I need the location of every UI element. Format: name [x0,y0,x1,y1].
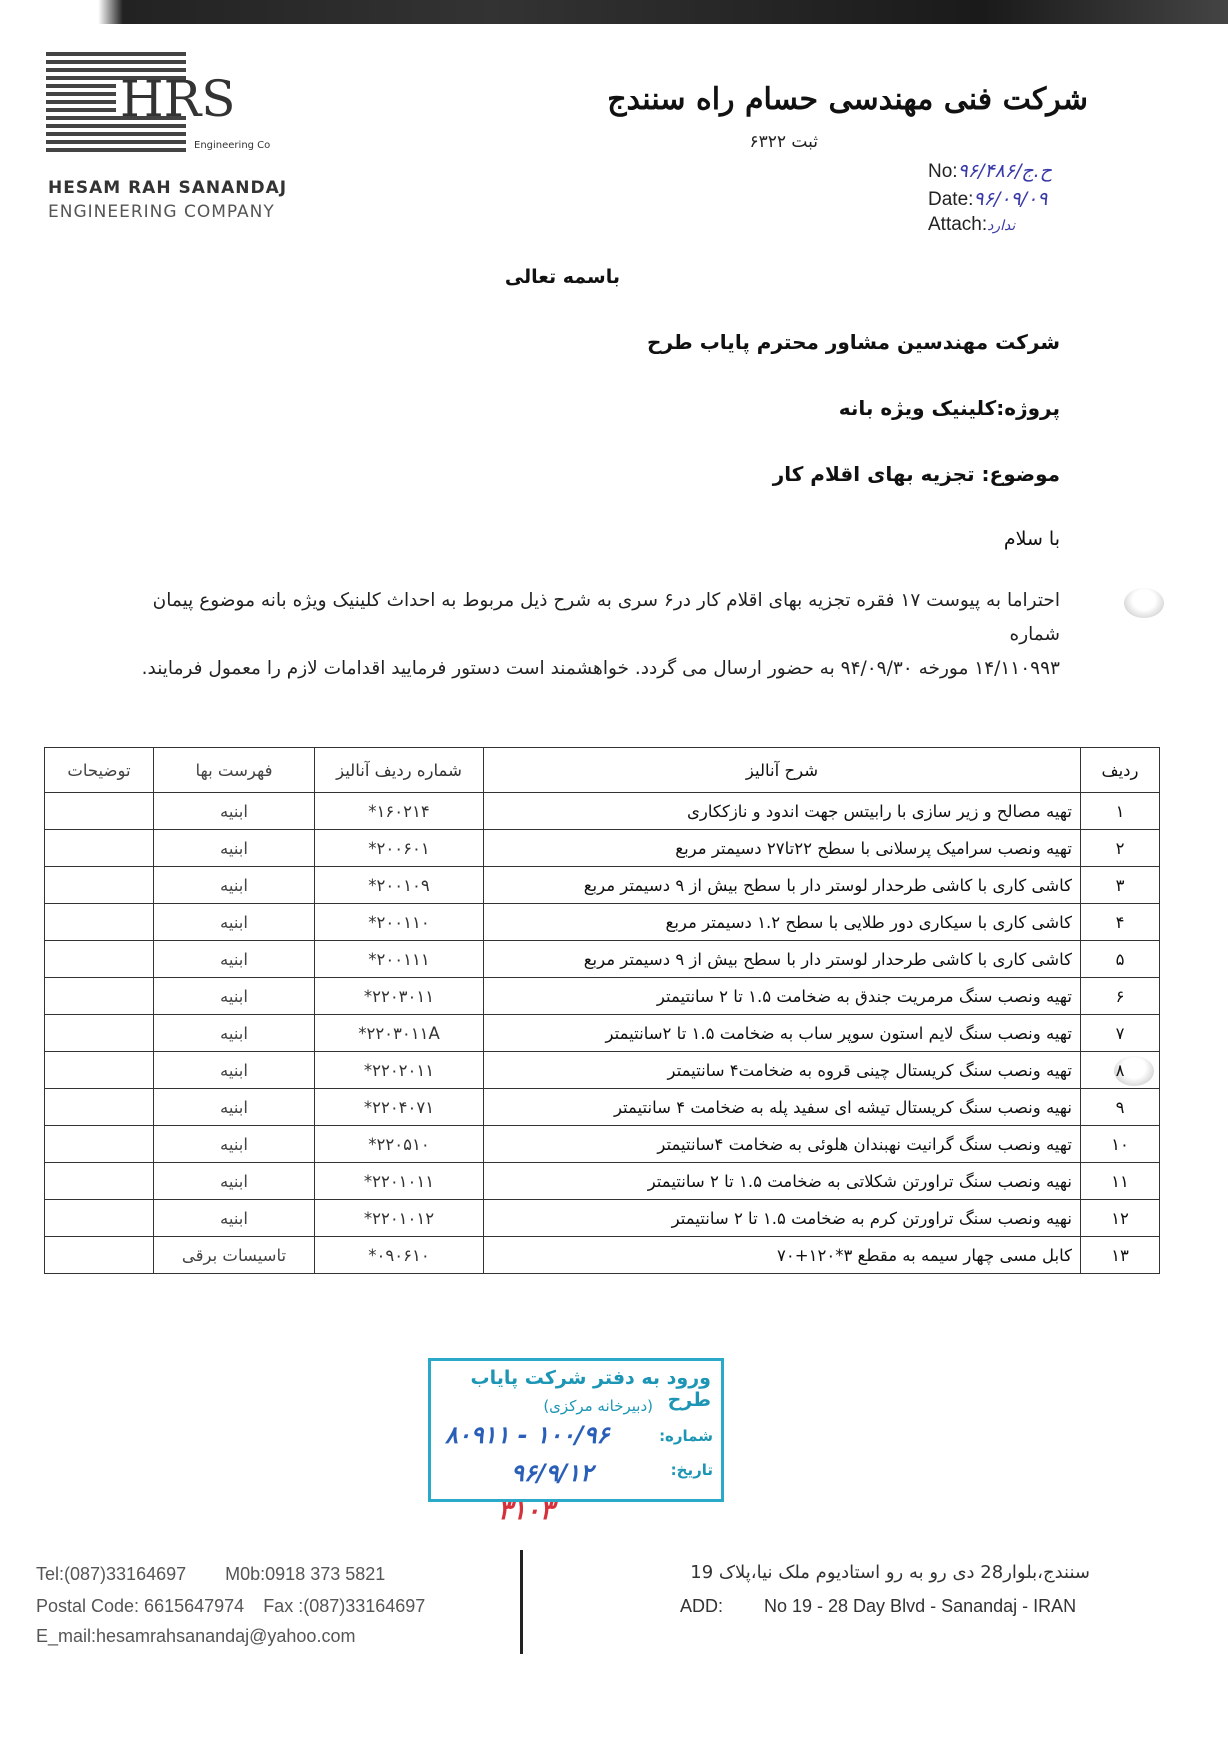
recipient: شرکت مهندسین مشاور محترم پایاب طرح [647,330,1060,354]
table-row [45,793,1160,830]
header-description: شرح آنالیز [484,748,1081,793]
row-number: ۲ [1081,830,1160,867]
row-notes [45,1052,154,1089]
row-analysis-code: ۲۲۰۱۰۱۱* [315,1163,484,1200]
row-number: ۱۰ [1081,1126,1160,1163]
row-price-list: ابنیه [154,941,315,978]
table-row [45,904,1160,941]
number-label: No: [928,161,958,182]
row-notes [45,1163,154,1200]
row-number: ۱۱ [1081,1163,1160,1200]
table-row [45,1200,1160,1237]
row-description: تهیه مصالح و زیر سازی با رابیتس جهت اندود و نازککاری [484,793,1081,830]
footer-address-en: No 19 - 28 Day Blvd - Sanandaj - IRAN [764,1596,1077,1616]
footer-mobile: M0b:0918 373 5821 [225,1564,386,1584]
row-number: ۱۳ [1081,1237,1160,1274]
row-number: ۶ [1081,978,1160,1015]
letter-attachments [928,214,1015,236]
row-analysis-code: ۲۰۰۱۰۹* [315,867,484,904]
red-handwritten-mark: ۳۱۰۳ [498,1496,554,1526]
row-price-list: ابنیه [154,1089,315,1126]
row-price-list: ابنیه [154,978,315,1015]
row-description: نهیه ونصب سنگ تراورتن شکلاتی به ضخامت ۱.۵ تا ۲ سانتیمتر [484,1163,1081,1200]
table-row [45,1089,1160,1126]
table-row [45,1163,1160,1200]
footer-postal-line [36,1596,425,1617]
row-description: تهیه ونصب سنگ لایم استون سوپر ساب به ضخامت ۱.۵ تا ۲سانتیمتر [484,1015,1081,1052]
row-notes [45,941,154,978]
scan-top-edge [0,0,1228,24]
footer-divider [520,1550,523,1654]
row-price-list: ابنیه [154,904,315,941]
footer-postal: Postal Code: 6615647974 [36,1596,245,1616]
footer-address-fa: سنندج،بلوار28 دی رو به رو استادیوم ملک نیا،پلاک 19 [690,1562,1090,1583]
stamp-number-label: شماره: [659,1427,713,1445]
footer-fax: Fax :(087)33164697 [263,1596,426,1616]
row-notes [45,1126,154,1163]
row-notes [45,1200,154,1237]
row-description: تهیه ونصب سرامیک پرسلانی با سطح ۲۲تا۲۷ دسیمتر مربع [484,830,1081,867]
footer-phone-line [36,1564,385,1585]
footer-address-label: ADD: [680,1596,724,1616]
number-value: ۹۶/ح.ج/۴۸۶ [957,160,1052,182]
row-notes [45,978,154,1015]
header-price-list: فهرست بها [154,748,315,793]
row-notes [45,867,154,904]
row-price-list: ابنیه [154,1126,315,1163]
row-analysis-code: ۲۰۰۱۱۱* [315,941,484,978]
header-row-number: ردیف [1081,748,1160,793]
attach-value: ندارد [987,218,1016,234]
row-price-list: ابنیه [154,1015,315,1052]
row-number: ۱ [1081,793,1160,830]
row-notes [45,793,154,830]
subject-line: موضوع: تجزیه بهای اقلام کار [772,462,1060,486]
header-analysis-code: شماره ردیف آنالیز [315,748,484,793]
row-price-list: ابنیه [154,1200,315,1237]
punch-hole [1124,588,1164,618]
logo-subtitle: Engineering Co [194,140,271,151]
row-number: ۷ [1081,1015,1160,1052]
row-description: کاشی کاری با سیکاری دور طلایی با سطح ۱.۲ دسیمتر مربع [484,904,1081,941]
letter-number [928,160,1052,183]
invocation: باسمه تعالی [504,266,620,288]
logo-wordmark: HRS [120,70,236,128]
table-row [45,830,1160,867]
table-header-row [45,748,1160,793]
analysis-table [44,747,1160,1274]
row-description: تهیه ونصب سنگ مرمریت جندق به ضخامت ۱.۵ تا ۲ سانتیمتر [484,978,1081,1015]
registration-number: ثبت ۶۳۲۲ [749,132,818,152]
row-number: ۵ [1081,941,1160,978]
stamp-number-value: ۸۰۹۱۱ - ۱۰۰/۹۶ [445,1421,610,1449]
row-analysis-code: ۲۰۰۶۰۱* [315,830,484,867]
table-row [45,1126,1160,1163]
table-row [45,1237,1160,1274]
hrs-logo [46,52,286,170]
company-type-en: ENGINEERING COMPANY [48,202,275,222]
row-description: نهیه ونصب سنگ تراورتن کرم به ضخامت ۱.۵ تا ۲ سانتیمتر [484,1200,1081,1237]
stamp-title: ورود به دفتر شرکت پایاب طرح [470,1367,711,1411]
row-analysis-code: ۰۹۰۶۱۰* [315,1237,484,1274]
row-notes [45,830,154,867]
stamp-subtitle: (دبیرخانه مرکزی) [543,1397,653,1415]
header-notes: توضیحات [45,748,154,793]
row-analysis-code: ۲۲۰۳۰۱۱* [315,978,484,1015]
row-price-list: ابنیه [154,1163,315,1200]
row-notes [45,1089,154,1126]
company-name-en: HESAM RAH SANANDAJ [48,178,288,198]
row-analysis-code: ۲۲۰۵۱۰* [315,1126,484,1163]
row-description: نهیه ونصب سنگ کریستال تیشه ای سفید پله به ضخامت ۴ سانتیمتر [484,1089,1081,1126]
table-row [45,1052,1160,1089]
stamp-date-value: ۹۶/۹/۱۲ [511,1459,593,1487]
project-line: پروژه:کلینیک ویژه بانه [838,396,1060,420]
stamp-date-label: تاریخ: [670,1461,713,1479]
received-stamp [428,1358,724,1502]
letter-date [928,188,1047,211]
row-price-list: ابنیه [154,867,315,904]
row-number: ۳ [1081,867,1160,904]
row-analysis-code: ۲۰۰۱۱۰* [315,904,484,941]
row-description: تهیه ونصب سنگ گرانیت نهبندان هلوئی به ضخامت ۴سانتیمتر [484,1126,1081,1163]
row-analysis-code: ۲۲۰۱۰۱۲* [315,1200,484,1237]
row-analysis-code: ۱۶۰۲۱۴* [315,793,484,830]
row-number: ۹ [1081,1089,1160,1126]
row-notes [45,904,154,941]
date-label: Date: [928,189,974,210]
row-analysis-code: ۲۲۰۴۰۷۱* [315,1089,484,1126]
row-price-list: ابنیه [154,830,315,867]
row-description: تهیه ونصب سنگ کریستال چینی قروه به ضخامت۴ سانتیمتر [484,1052,1081,1089]
company-name-fa: شرکت فنی مهندسی حسام راه سنندج [607,82,1088,117]
row-price-list: ابنیه [154,793,315,830]
row-number: ۸ [1081,1052,1160,1089]
row-number: ۴ [1081,904,1160,941]
row-price-list: ابنیه [154,1052,315,1089]
row-description: کاشی کاری با کاشی طرحدار لوستر دار با سطح بیش از ۹ دسیمتر مربع [484,941,1081,978]
body-paragraph [110,584,1060,686]
footer-email: E_mail:hesamrahsanandaj@yahoo.com [36,1626,356,1646]
row-description: کابل مسی چهار سیمه به مقطع ۳*۱۲۰+۷۰ [484,1237,1081,1274]
body-line-2: ۱۴/۱۱۰۹۹۳ مورخه ۹۴/۰۹/۳۰ به حضور ارسال می گردد. خواهشمند است دستور فرمایید اقدامات لازم را معمول فرمایند. [141,658,1060,679]
table-row [45,867,1160,904]
row-number: ۱۲ [1081,1200,1160,1237]
attach-label: Attach: [928,214,988,235]
row-notes [45,1015,154,1052]
row-price-list: تاسیسات برقی [154,1237,315,1274]
body-line-1: احتراما به پیوست ۱۷ فقره تجزیه بهای اقلام کار در۶ سری به شرح ذیل مربوط به احداث کلینیک ویژه بانه موضوع پیمان شماره [152,590,1060,645]
row-notes [45,1237,154,1274]
table-row [45,941,1160,978]
row-description: کاشی کاری با کاشی طرحدار لوستر دار با سطح بیش از ۹ دسیمتر مربع [484,867,1081,904]
footer-tel: Tel:(087)33164697 [36,1564,187,1584]
date-value: ۹۶/۰۹/۰۹ [973,188,1048,210]
table-row [45,978,1160,1015]
row-analysis-code: ۲۲۰۲۰۱۱* [315,1052,484,1089]
row-analysis-code: ۲۲۰۳۰۱۱A* [315,1015,484,1052]
table-row [45,1015,1160,1052]
greeting: با سلام [1003,528,1060,550]
